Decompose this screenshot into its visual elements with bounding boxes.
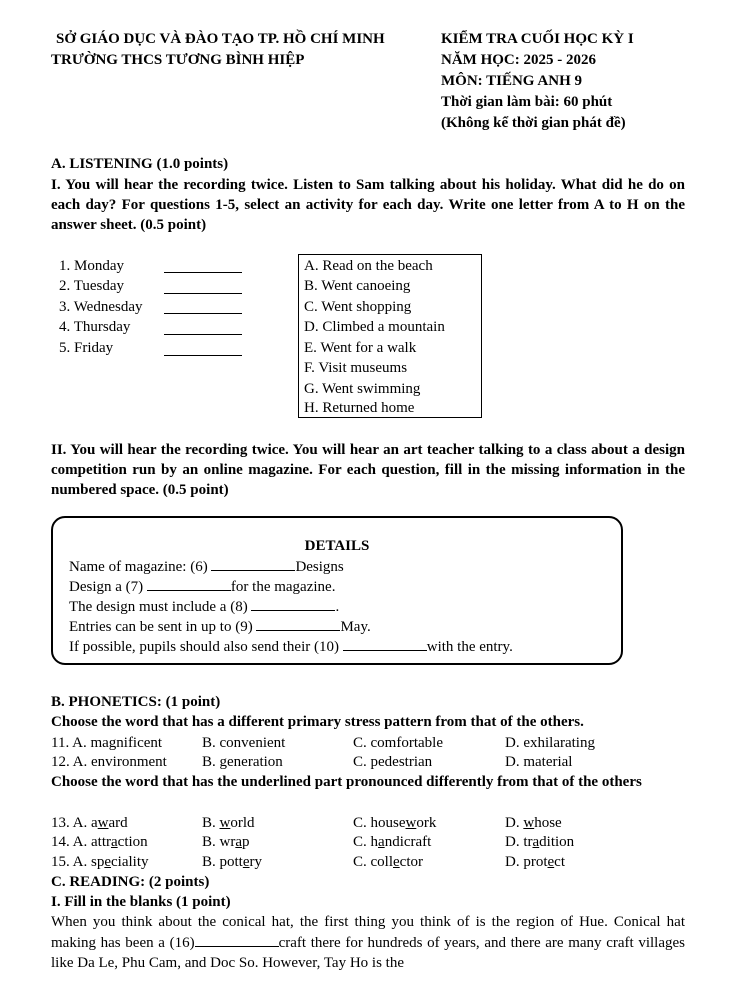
answer-blank[interactable] — [164, 320, 242, 335]
answer-blank[interactable] — [164, 299, 242, 314]
details-title: DETAILS — [304, 538, 370, 554]
reading-heading: C. READING: (2 points) — [51, 874, 210, 890]
detail-line: Name of magazine: (6) Designs — [69, 556, 344, 577]
listening-heading: A. LISTENING (1.0 points) — [51, 156, 229, 172]
time-note: (Không kể thời gian phát đề) — [441, 115, 626, 131]
question-option: B. generation — [202, 754, 283, 770]
answer-blank[interactable] — [195, 932, 279, 947]
question-option: D. tradition — [505, 834, 575, 850]
detail-line: The design must include a (8) . — [69, 596, 339, 617]
detail-line: If possible, pupils should also send their (10) with the entry. — [69, 636, 513, 657]
question-option: C. comfortable — [353, 735, 443, 751]
question-option: B. world — [202, 815, 255, 831]
day-item: 2. Tuesday — [59, 278, 125, 294]
answer-blank[interactable] — [147, 576, 231, 591]
question-option: D. whose — [505, 815, 562, 831]
option-item: A. Read on the beach — [304, 258, 433, 274]
activity-options-box — [298, 254, 482, 418]
answer-blank[interactable] — [164, 258, 242, 273]
question-option: D. material — [505, 754, 573, 770]
reading-paragraph: When you think about the conical hat, the first thing you think of is the region of Hue. Conical hat making has been a (16) craft there for hundreds of years, and there are many craft villages like Da Le, Phu Cam, and Doc So. However, Tay Ho is the — [51, 914, 685, 971]
day-item: 5. Friday — [59, 340, 114, 356]
question-option: 14. A. attraction — [51, 834, 148, 850]
option-item: B. Went canoeing — [304, 278, 411, 294]
option-item: H. Returned home — [304, 400, 415, 416]
question-option: C. handicraft — [353, 834, 432, 850]
answer-blank[interactable] — [256, 616, 340, 631]
option-item: C. Went shopping — [304, 299, 412, 315]
question-option: 13. A. award — [51, 815, 128, 831]
day-item: 1. Monday — [59, 258, 124, 274]
answer-blank[interactable] — [211, 556, 295, 571]
phonetics-heading: B. PHONETICS: (1 point) — [51, 694, 221, 710]
listening-part2-instruction: II. You will hear the recording twice. You will hear an art teacher talking to a class about a design competition run by an online magazine. For each question, fill in the missing information in the numbered space. (0.5 point) — [51, 442, 685, 498]
detail-line: Design a (7) for the magazine. — [69, 576, 335, 597]
option-item: E. Went for a walk — [304, 340, 417, 356]
day-item: 4. Thursday — [59, 319, 131, 335]
question-option: 12. A. environment — [51, 754, 167, 770]
stress-instruction: Choose the word that has a different primary stress pattern from that of the others. — [51, 714, 584, 730]
question-option: B. pottery — [202, 854, 263, 870]
question-option: B. convenient — [202, 735, 286, 751]
time-allowed: Thời gian làm bài: 60 phút — [441, 94, 613, 110]
option-item: D. Climbed a mountain — [304, 319, 445, 335]
details-box — [51, 516, 623, 665]
exam-title: KIỂM TRA CUỐI HỌC KỲ I — [441, 31, 634, 47]
detail-line: Entries can be sent in up to (9) May. — [69, 616, 371, 637]
school-year: NĂM HỌC: 2025 - 2026 — [441, 52, 596, 68]
answer-blank[interactable] — [343, 636, 427, 651]
question-option: C. housework — [353, 815, 437, 831]
question-option: 11. A. magnificent — [51, 735, 163, 751]
question-option: C. pedestrian — [353, 754, 433, 770]
question-option: B. wrap — [202, 834, 250, 850]
subject: MÔN: TIẾNG ANH 9 — [441, 73, 582, 89]
sound-instruction: Choose the word that has the underlined part pronounced differently from that of the others — [51, 774, 642, 790]
department-name: SỞ GIÁO DỤC VÀ ĐÀO TẠO TP. HỒ CHÍ MINH — [56, 31, 385, 47]
question-option: D. protect — [505, 854, 565, 870]
answer-blank[interactable] — [164, 279, 242, 294]
question-option: 15. A. speciality — [51, 854, 149, 870]
answer-blank[interactable] — [164, 341, 242, 356]
question-option: D. exhilarating — [505, 735, 595, 751]
day-item: 3. Wednesday — [59, 299, 143, 315]
option-item: G. Went swimming — [304, 381, 421, 397]
school-name: TRƯỜNG THCS TƯƠNG BÌNH HIỆP — [51, 52, 305, 68]
question-option: C. collector — [353, 854, 423, 870]
reading-subheading: I. Fill in the blanks (1 point) — [51, 894, 231, 910]
answer-blank[interactable] — [251, 596, 335, 611]
listening-part1-instruction: I. You will hear the recording twice. Listen to Sam talking about his holiday. What did he do on each day? For questions 1-5, select an activity for each day. Write one letter from A to H on the answer sheet. (0.5 point) — [51, 177, 685, 233]
option-item: F. Visit museums — [304, 360, 408, 376]
